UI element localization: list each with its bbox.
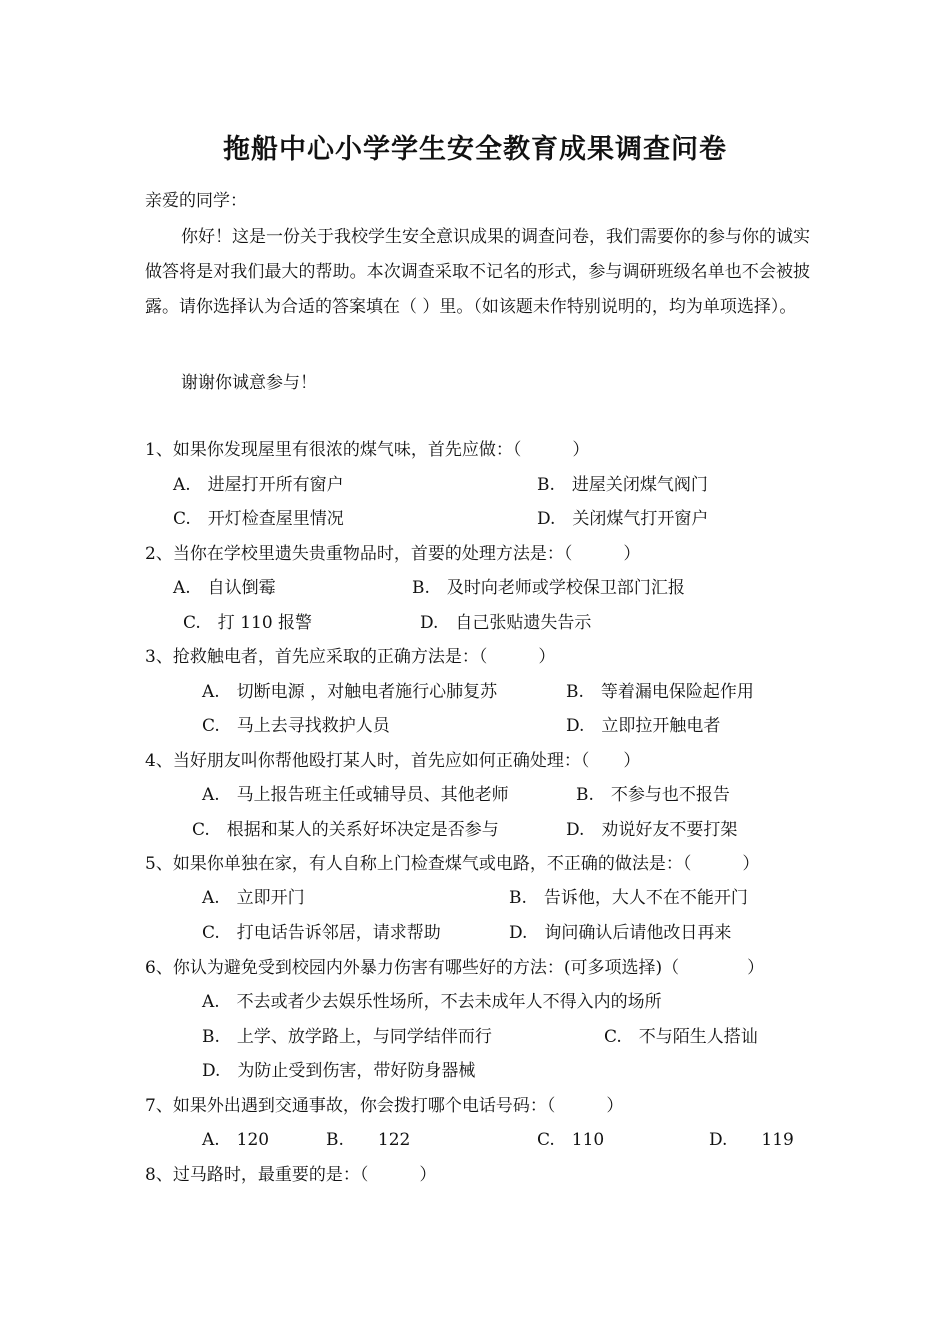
q2-option-c[interactable]: C. 打 110 报警 bbox=[183, 613, 313, 633]
q4-option-a[interactable]: A. 马上报告班主任或辅导员、其他老师 bbox=[202, 785, 509, 805]
q6-option-a[interactable]: A. 不去或者少去娱乐性场所，不去未成年人不得入内的场所 bbox=[202, 992, 662, 1012]
q3-option-d[interactable]: D. 立即拉开触电者 bbox=[566, 716, 721, 736]
q1-option-c[interactable]: C. 开灯检查屋里情况 bbox=[173, 509, 344, 529]
question-6: 6、你认为避免受到校园内外暴力伤害有哪些好的方法：(可多项选择)（ ） bbox=[145, 958, 765, 978]
page-title: 拖船中心小学学生安全教育成果调查问卷 bbox=[223, 134, 727, 165]
q5-option-c[interactable]: C. 打电话告诉邻居，请求帮助 bbox=[202, 923, 441, 943]
q7-option-c[interactable]: C. 110 bbox=[537, 1130, 605, 1150]
question-3: 3、抢救触电者，首先应采取的正确方法是：（ ） bbox=[145, 647, 556, 667]
q5-option-d[interactable]: D. 询问确认后请他改日再来 bbox=[509, 923, 732, 943]
q5-option-b[interactable]: B. 告诉他，大人不在不能开门 bbox=[509, 888, 748, 908]
q4-option-c[interactable]: C. 根据和某人的关系好坏决定是否参与 bbox=[192, 820, 499, 840]
q7-option-a[interactable]: A. 120 bbox=[202, 1130, 270, 1150]
question-8: 8、过马路时，最重要的是：（ ） bbox=[145, 1165, 437, 1185]
q4-option-d[interactable]: D. 劝说好友不要打架 bbox=[566, 820, 738, 840]
q6-option-b[interactable]: B. 上学、放学路上，与同学结伴而行 bbox=[202, 1027, 492, 1047]
q2-option-a[interactable]: A. 自认倒霉 bbox=[173, 578, 276, 598]
q3-option-b[interactable]: B. 等着漏电保险起作用 bbox=[566, 682, 754, 702]
q1-option-a[interactable]: A. 进屋打开所有窗户 bbox=[173, 475, 344, 495]
question-2: 2、当你在学校里遗失贵重物品时，首要的处理方法是：（ ） bbox=[145, 544, 641, 564]
q4-option-b[interactable]: B. 不参与也不报告 bbox=[576, 785, 730, 805]
q7-option-b[interactable]: B. 122 bbox=[326, 1130, 411, 1150]
question-4: 4、当好朋友叫你帮他殴打某人时，首先应如何正确处理：（ ） bbox=[145, 751, 641, 771]
q3-option-c[interactable]: C. 马上去寻找救护人员 bbox=[202, 716, 390, 736]
question-1: 1、如果你发现屋里有很浓的煤气味，首先应做：（ ） bbox=[145, 440, 590, 460]
q7-option-d[interactable]: D. 119 bbox=[709, 1130, 794, 1150]
greeting: 亲爱的同学： bbox=[145, 191, 247, 211]
thanks-line: 谢谢你诚意参与！ bbox=[181, 373, 317, 393]
q5-option-a[interactable]: A. 立即开门 bbox=[202, 888, 305, 908]
question-5: 5、如果你单独在家，有人自称上门检查煤气或电路，不正确的做法是：（ ） bbox=[145, 854, 760, 874]
q1-option-d[interactable]: D. 关闭煤气打开窗户 bbox=[537, 509, 709, 529]
q1-option-b[interactable]: B. 进屋关闭煤气阀门 bbox=[537, 475, 708, 495]
q2-option-b[interactable]: B. 及时向老师或学校保卫部门汇报 bbox=[412, 578, 685, 598]
q3-option-a[interactable]: A. 切断电源 ，对触电者施行心肺复苏 bbox=[202, 682, 498, 702]
intro-paragraph: 你好！这是一份关于我校学生安全意识成果的调查问卷，我们需要你的参与你的诚实做答将是对我们最大的帮助。本次调查采取不记名的形式，参与调研班级名单也不会被披露。请你选择认为合适的答案填在（ ）里。（如该题未作特别说明的，均为单项选择）。 bbox=[145, 227, 810, 317]
q6-option-c[interactable]: C. 不与陌生人搭讪 bbox=[604, 1027, 758, 1047]
q6-option-d[interactable]: D. 为防止受到伤害，带好防身器械 bbox=[202, 1061, 476, 1081]
q2-option-d[interactable]: D. 自己张贴遗失告示 bbox=[420, 613, 592, 633]
question-7: 7、如果外出遇到交通事故，你会拨打哪个电话号码：（ ） bbox=[145, 1096, 624, 1116]
